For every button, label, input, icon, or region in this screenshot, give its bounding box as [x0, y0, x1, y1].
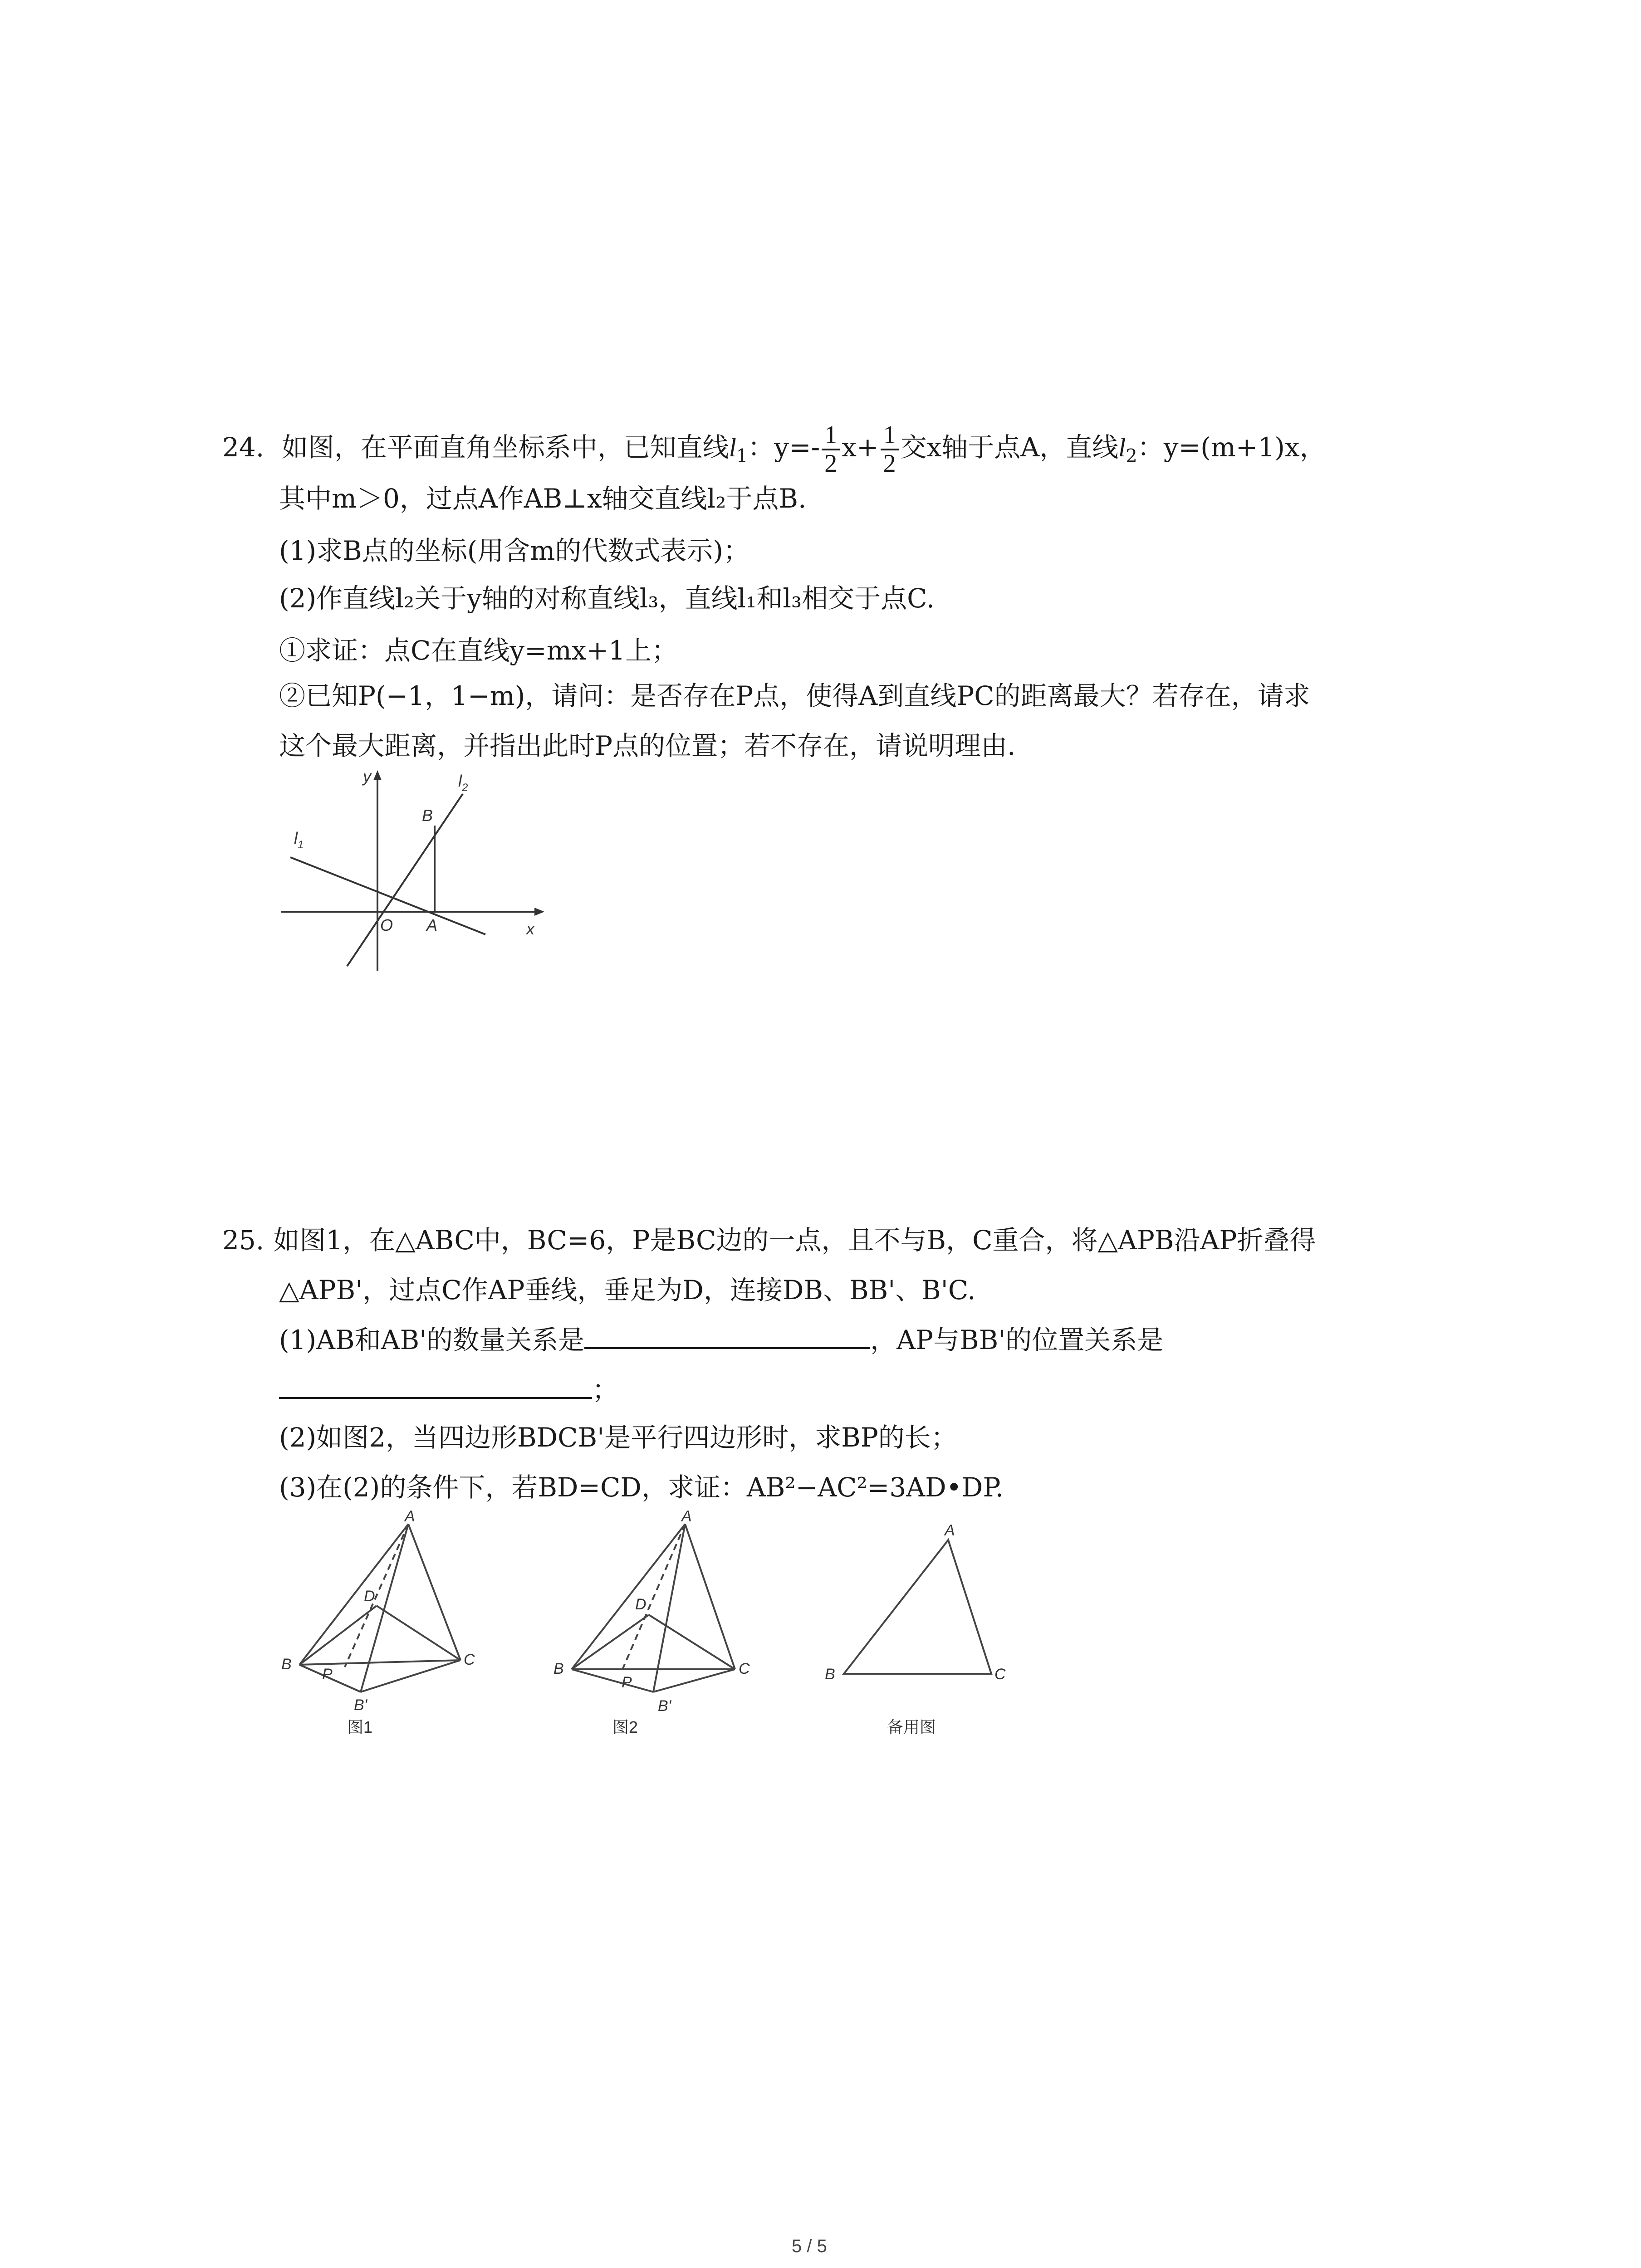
fig2-caption: 图2 — [612, 1718, 638, 1736]
label-x: x — [526, 919, 534, 938]
y-axis-arrow — [373, 770, 382, 780]
q24-part1: (1)求B点的坐标(用含m的代数式表示)； — [279, 535, 750, 566]
svg-text:D: D — [364, 1588, 375, 1605]
q25-figure-2 — [554, 1508, 767, 1742]
q25-part2: (2)如图2，当四边形BDCB'是平行四边形时，求BP的长； — [279, 1422, 957, 1453]
q25-number: 25. — [222, 1225, 265, 1256]
q24-l1-equation: ：y=- — [748, 431, 820, 463]
q24-sub1: ①求证：点C在直线y=mx+1上； — [279, 635, 678, 666]
fig3-caption: 备用图 — [887, 1718, 936, 1736]
q25-part3: (3)在(2)的条件下，若BD=CD，求证：AB²−AC²=3AD•DP. — [279, 1472, 1004, 1503]
svg-text:P: P — [322, 1666, 333, 1683]
svg-text:C: C — [464, 1651, 475, 1668]
q25-line1: 25. 如图1，在△ABC中，BC=6，P是BC边的一点，且不与B，C重合，将△APB沿AP折叠得 — [222, 1225, 1316, 1256]
q24-coordinate-figure — [272, 767, 554, 975]
fig1-caption: 图1 — [347, 1718, 373, 1736]
q24-sub2-line2: 这个最大距离，并指出此时P点的位置；若不存在，请说明理由. — [279, 730, 1016, 761]
label-o: O — [380, 916, 393, 934]
q25-part1-cont: ； — [279, 1377, 618, 1403]
label-a: A — [426, 916, 438, 934]
svg-text:B: B — [554, 1660, 564, 1677]
q24-intro-text: 如图，在平面直角坐标系中，已知直线 — [281, 431, 729, 463]
q24-number: 24. — [222, 431, 265, 463]
answer-blank-1[interactable] — [584, 1344, 870, 1349]
svg-text:A: A — [681, 1508, 692, 1525]
label-b: B — [422, 806, 433, 825]
svg-text:P: P — [622, 1674, 632, 1691]
svg-text:C: C — [739, 1660, 750, 1677]
answer-blank-2[interactable] — [279, 1393, 592, 1399]
q24-l1-post: 交x轴于点A，直线 — [900, 431, 1119, 463]
q24-part2: (2)作直线l₂关于y轴的对称直线l₃，直线l₁和l₃相交于点C. — [279, 583, 935, 614]
fraction-one-half-b: $\frac{1}{2}$ — [881, 422, 899, 477]
q25-figure-1 — [277, 1508, 485, 1742]
label-l1: $l_1$ — [294, 829, 304, 851]
x-axis-arrow — [534, 908, 544, 916]
svg-text:C: C — [994, 1666, 1006, 1683]
svg-text:A: A — [945, 1522, 955, 1539]
svg-text:B: B — [281, 1656, 292, 1673]
q24-l2-equation: ：y=(m+1)x， — [1137, 431, 1326, 463]
q25-figure-spare — [817, 1515, 1025, 1742]
q25-line2: △APB'，过点C作AP垂线，垂足为D，连接DB、BB'、B'C. — [279, 1275, 976, 1305]
label-y: y — [363, 767, 371, 786]
q24-line2: 其中m＞0，过点A作AB⊥x轴交直线l₂于点B. — [279, 483, 807, 514]
svg-text:B': B' — [354, 1696, 367, 1714]
svg-text:A: A — [405, 1508, 415, 1525]
svg-text:B: B — [825, 1666, 835, 1683]
svg-text:B': B' — [658, 1697, 671, 1715]
q24-line1: 24. 如图，在平面直角坐标系中，已知直线$l_1$：y=- $\frac{1}{2}$ x+ $\frac{1}{2}$ 交x轴于点A，直线$l_2$：y=(m+1)x， — [222, 421, 1326, 478]
page-number: 5 / 5 — [792, 2236, 827, 2256]
q25-part1: (1)AB和AB'的数量关系是 ，AP与BB'的位置关系是 — [279, 1325, 1164, 1355]
fraction-one-half-a: $\frac{1}{2}$ — [822, 422, 840, 477]
q24-sub2-line1: ②已知P(−1，1−m)，请问：是否存在P点，使得A到直线PC的距离最大？若存在，请求 — [279, 680, 1310, 711]
label-l2: $l_2$ — [458, 772, 468, 794]
line-l2 — [347, 794, 463, 966]
svg-text:D: D — [635, 1596, 647, 1613]
